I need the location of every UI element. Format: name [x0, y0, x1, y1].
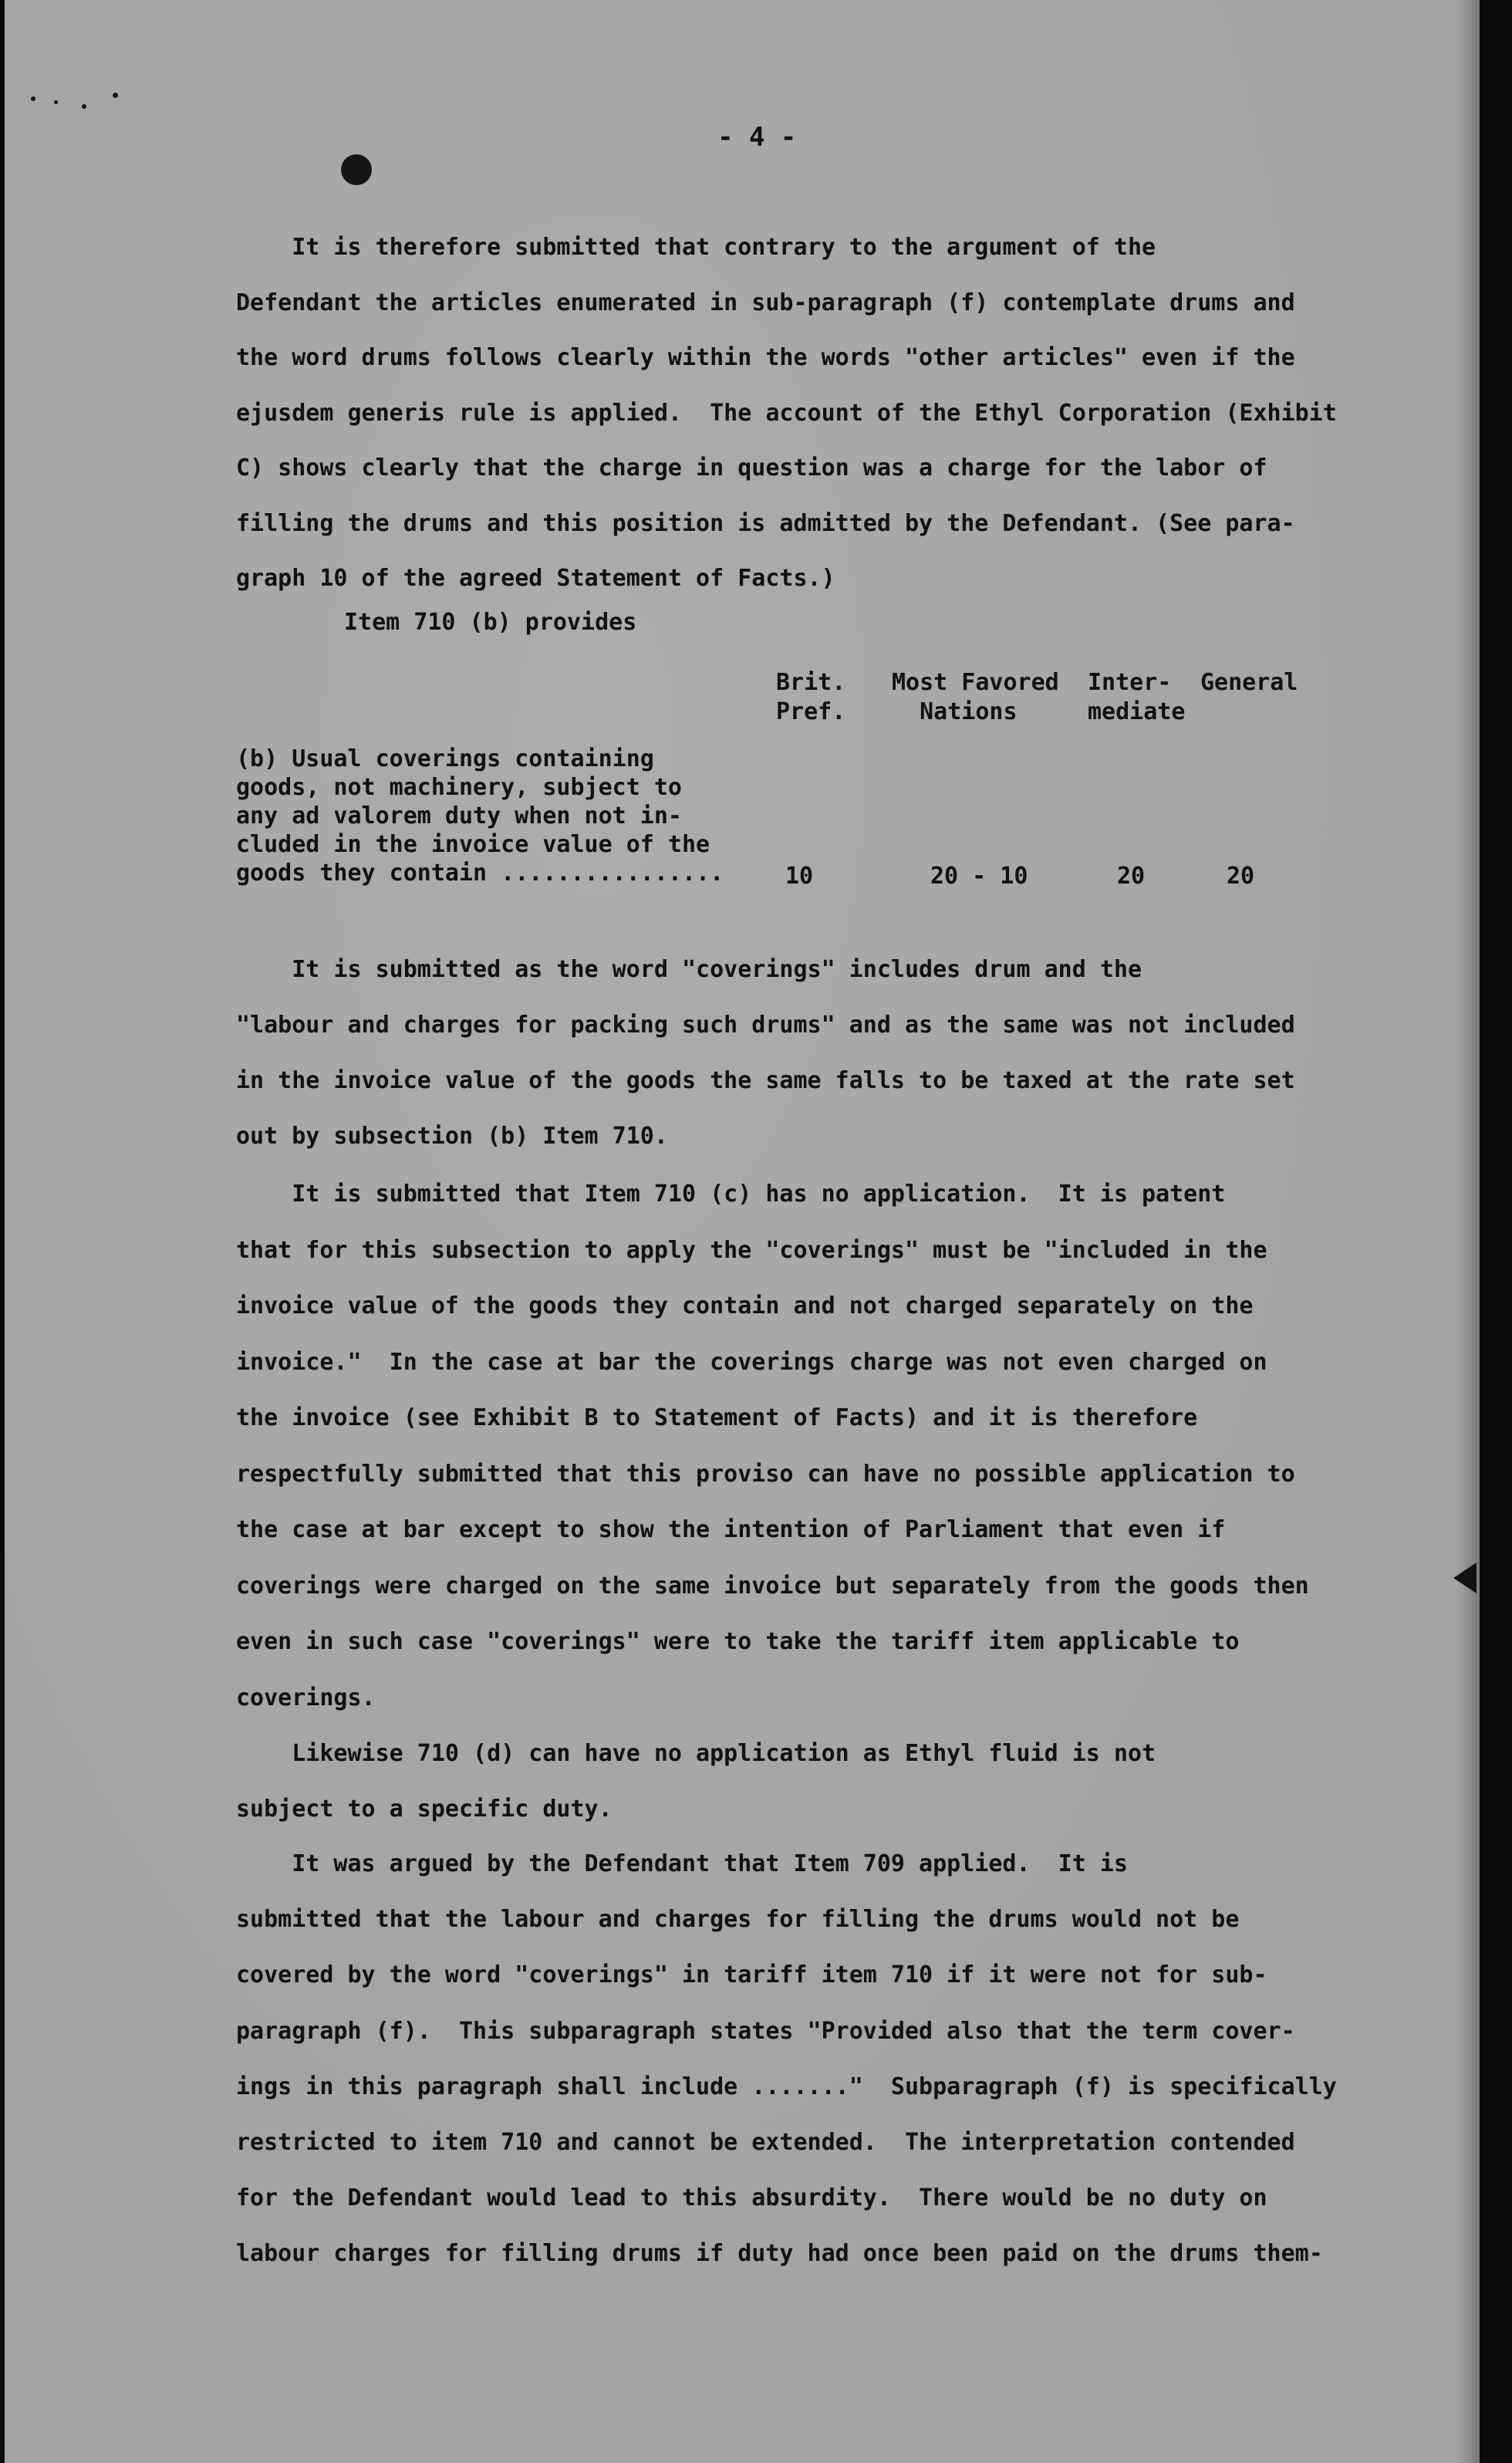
- paragraph-item-710c: It is submitted that Item 710 (c) has no application. It is patent that for this subsection to apply the "coverings" must be "included in the invoice value of the goods they contain and not charged separately on the invoice." In the case at bar the coverings charge was not even charged on the invoice (see Exhibit B to Statement of Facts) and it is therefore respectfully submitted that this proviso can have no possible application to the case at bar except to show the intention of Parliament that even if coverings were charged on the same invoice but separately from the goods then even in such case "coverings" were to take the tariff item applicable to coverings.: [236, 1181, 1309, 1711]
- specks-mark: [54, 100, 58, 104]
- column-header-mfn: Most Favored Nations: [892, 669, 1059, 725]
- specks-mark: [82, 104, 86, 109]
- value-mfn: 20 - 10: [930, 863, 1028, 890]
- punch-hole-icon: [341, 154, 372, 185]
- paragraph-coverings: It is submitted as the word "coverings" includes drum and the "labour and charges for packing such drums" and as the same was not included in the invoice value of the goods the same falls to be taxed at the rate set out by subsection (b) Item 710.: [236, 956, 1295, 1150]
- column-header-general: General: [1200, 669, 1298, 696]
- value-intermediate: 20: [1117, 863, 1146, 890]
- page-number: - 4 -: [717, 122, 797, 153]
- paragraph-item-709: It was argued by the Defendant that Item 709 applied. It is submitted that the labour and charges for filling the drums would not be covered by the word "coverings" in tariff item 710 if it were not for sub- paragraph (f). This subparagraph states "Provided also that the term cover- ings in this paragraph shall include ......." Subparagraph (f) is specifically restricted to item 710 and cannot be extended. The interpretation contended for the Defendant would lead to this absurdity. There would be no duty on labour charges for filling drums if duty had once been paid on the drums them-: [236, 1850, 1337, 2268]
- paragraph-argument: It is therefore submitted that contrary to the argument of the Defendant the articles enumerated in sub-paragraph (f) contemplate drums and the word drums follows clearly within the words "other articles" even if the ejusdem generis rule is applied. The account of the Ethyl Corporation (Exhibit C) shows clearly that the charge in question was a charge for the labor of filling the drums and this position is admitted by the Defendant. (See para- graph 10 of the agreed Statement of Facts.): [236, 234, 1337, 592]
- item-710b-intro: Item 710 (b) provides: [344, 609, 637, 636]
- column-header-brit-pref: Brit. Pref.: [776, 669, 846, 725]
- page-edge-shadow: [1456, 0, 1480, 2463]
- value-general: 20: [1227, 863, 1255, 890]
- document-page: [5, 0, 1480, 2463]
- column-header-intermediate: Inter- mediate: [1088, 669, 1186, 725]
- specks-mark: [113, 93, 118, 98]
- paragraph-item-710d: Likewise 710 (d) can have no application as Ethyl fluid is not subject to a specific duty.: [236, 1740, 1156, 1823]
- edge-tab-mark: [1453, 1563, 1477, 1593]
- tariff-description: (b) Usual coverings containing goods, not machinery, subject to any ad valorem duty when not in- cluded in the invoice value of the goods they contain ................: [236, 745, 724, 887]
- specks-mark: [31, 96, 35, 101]
- value-brit-pref: 10: [785, 863, 814, 890]
